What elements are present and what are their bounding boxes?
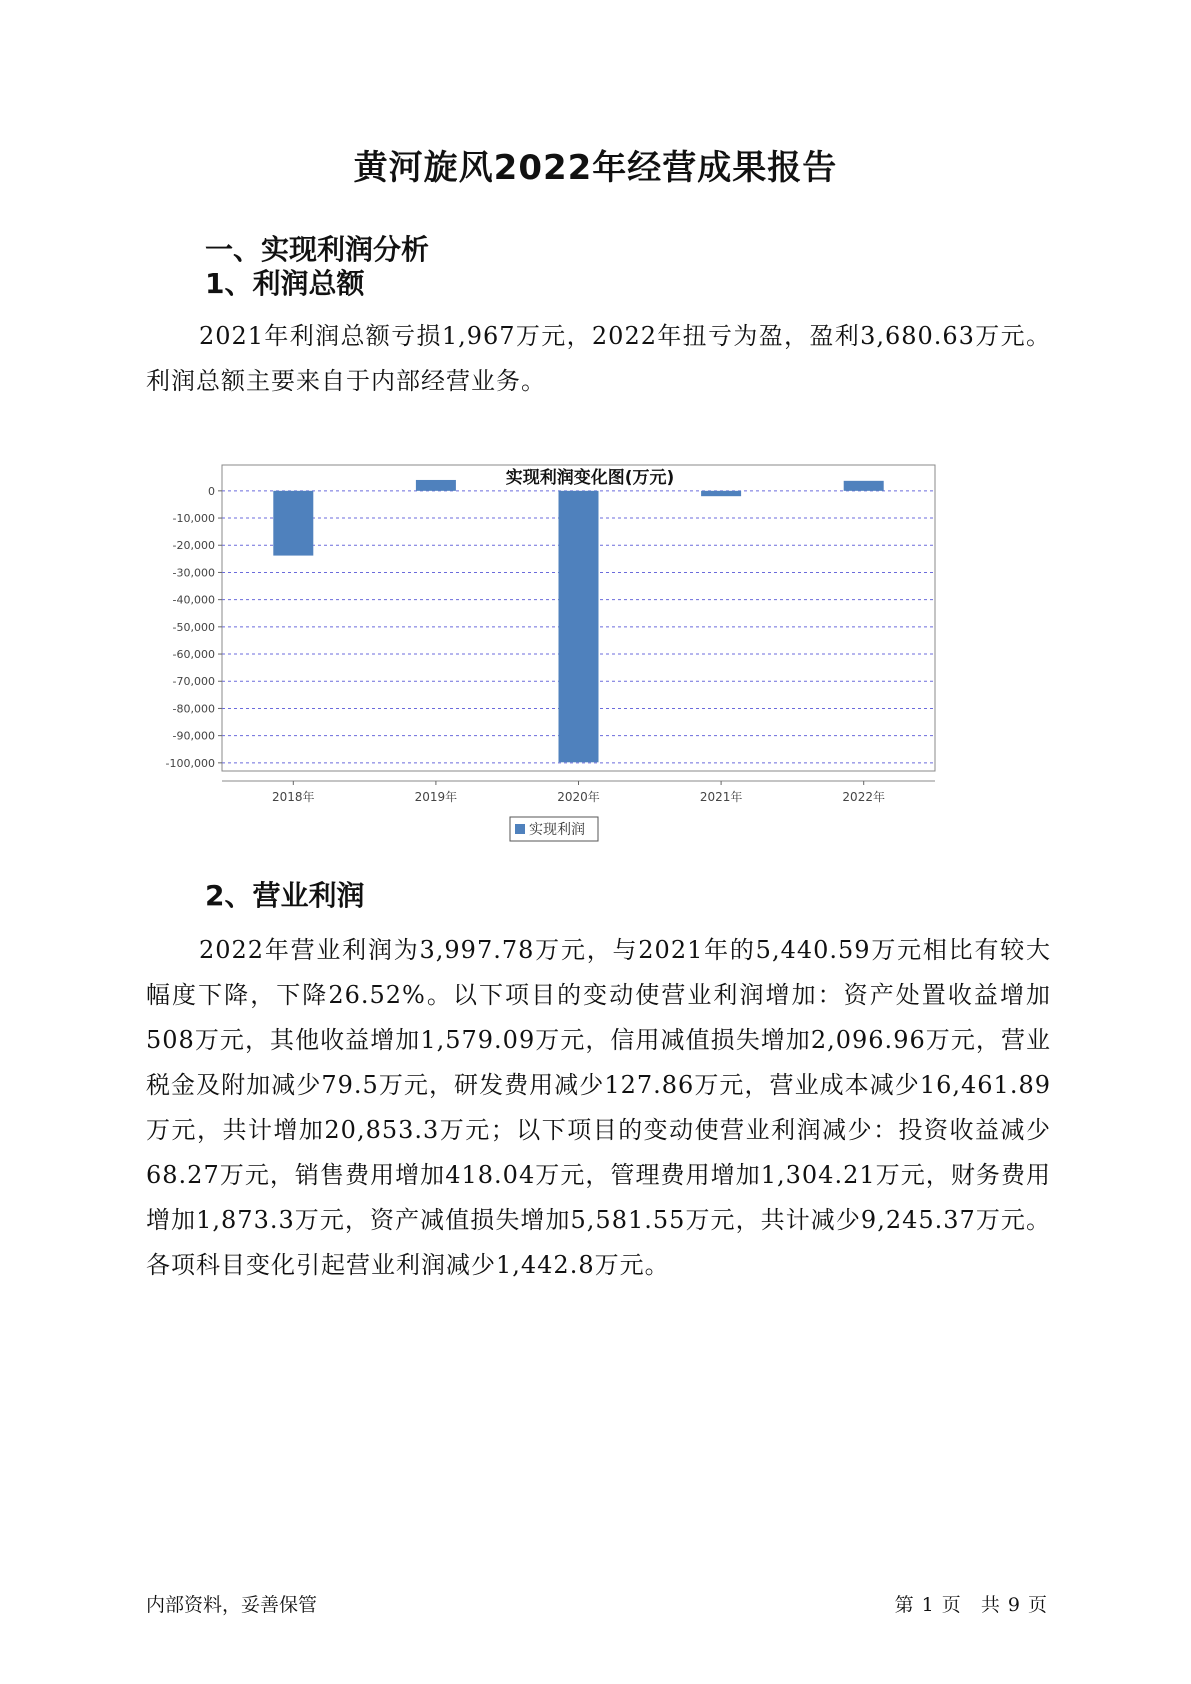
page-prefix: 第	[894, 1594, 914, 1616]
profit-bar-chart	[160, 455, 1020, 905]
x-tick-label: 2022年	[842, 790, 885, 804]
bar	[559, 491, 599, 762]
y-tick-label: -30,000	[172, 566, 215, 580]
page-num: 1	[921, 1594, 934, 1616]
subsection-heading-operating-profit: 2、营业利润	[205, 879, 365, 912]
y-tick-label: -60,000	[172, 648, 215, 662]
total-profit-paragraph: 2021年利润总额亏损1,967万元，2022年扭亏为盈，盈利3,680.63万元。利润总额主要来自于内部经营业务。	[146, 322, 1051, 395]
y-tick-label: -20,000	[172, 539, 215, 553]
bar	[273, 491, 313, 556]
y-tick-label: -80,000	[172, 702, 215, 716]
total-num: 9	[1007, 1594, 1020, 1616]
y-tick-label: -40,000	[172, 593, 215, 607]
y-tick-label: -50,000	[172, 620, 215, 634]
subsection-heading-total-profit: 1、利润总额	[205, 267, 365, 300]
section-heading-profit-analysis: 一、实现利润分析	[205, 233, 430, 266]
legend-label: 实现利润	[529, 822, 585, 838]
total-prefix: 共	[980, 1594, 1000, 1616]
y-tick-label: -90,000	[172, 729, 215, 743]
chart-title: 实现利润变化图(万元)	[505, 468, 675, 488]
bar	[701, 491, 741, 496]
y-tick-label: 0	[208, 484, 215, 498]
y-tick-label: -70,000	[172, 675, 215, 689]
operating-profit-paragraph: 2022年营业利润为3,997.78万元，与2021年的5,440.59万元相比有较大幅度下降，下降26.52%。以下项目的变动使营业利润增加：资产处置收益增加508万元，其他收益增加1,579.09万元，信用减值损失增加2,096.96万元，营业税金及附加减少79.5万元，研发费用减少127.86万元，营业成本减少16,461.89万元，共计增加20,853.3万元；以下项目的变动使营业利润减少：投资收益减少68.27万元，销售费用增加418.04万元，管理费用增加1,304.21万元，财务费用增加1,873.3万元，资产减值损失增加5,581.55万元，共计减少9,245.37万元。各项科目变化引起营业利润减少1,442.8万元。	[146, 936, 1051, 1279]
y-tick-label: -100,000	[165, 756, 215, 770]
x-tick-label: 2019年	[414, 790, 458, 804]
y-tick-label: -10,000	[172, 512, 215, 526]
footer-confidential-note: 内部资料，妥善保管	[146, 1594, 318, 1616]
x-tick-label: 2020年	[557, 790, 600, 804]
total-unit: 页	[1027, 1594, 1047, 1616]
document-title: 黄河旋风2022年经营成果报告	[353, 148, 838, 188]
page-unit: 页	[941, 1594, 961, 1616]
x-tick-label: 2018年	[272, 790, 315, 804]
x-tick-label: 2021年	[699, 790, 743, 804]
legend-swatch	[515, 824, 525, 834]
page-number	[891, 1590, 1051, 1617]
profit-chart	[160, 455, 1020, 905]
